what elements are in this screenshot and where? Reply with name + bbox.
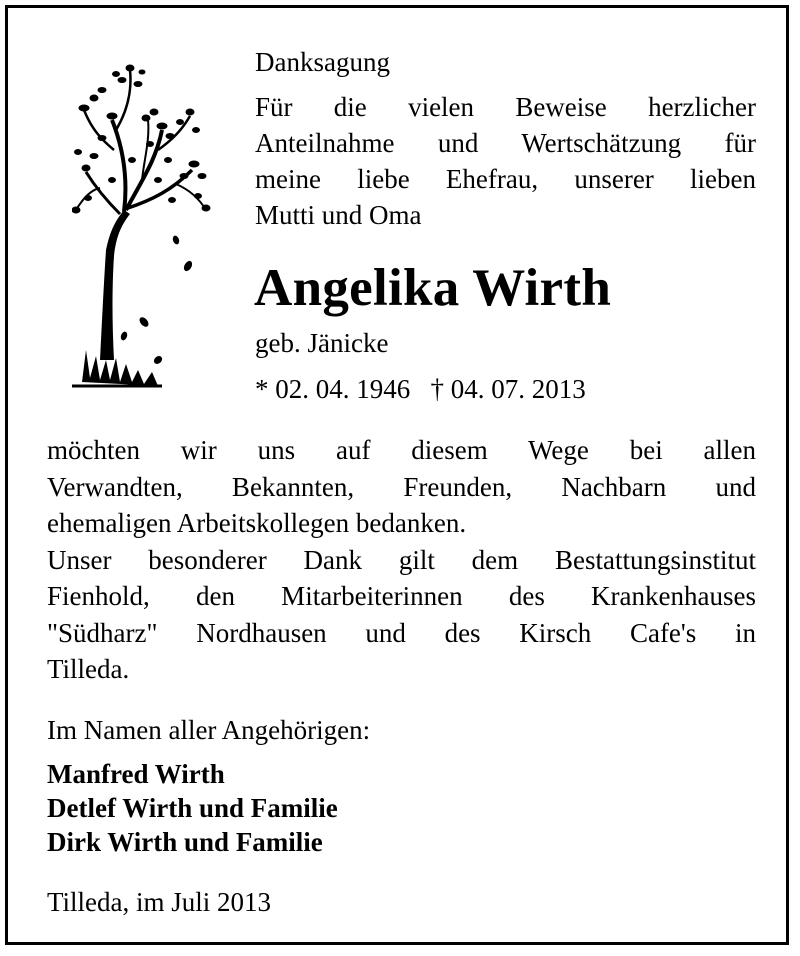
life-dates: * 02. 04. 1946 † 04. 07. 2013 [255, 374, 586, 404]
family-greeting: Im Namen aller Angehörigen: [47, 715, 371, 745]
thanks-line: Fienhold, den Mitarbeiterinnen des Krankenhauses [47, 581, 756, 611]
signer-name: Dirk Wirth und Familie [47, 827, 323, 857]
signer-name: Detlef Wirth und Familie [47, 793, 338, 823]
thanks-line: möchten wir uns auf diesem Wege bei allen [47, 435, 756, 465]
intro-line: meine liebe Ehefrau, unserer lieben [255, 164, 756, 194]
deceased-name: Angelika Wirth [254, 259, 612, 317]
thanks-line: Verwandten, Bekannten, Freunden, Nachbarn und [47, 471, 756, 502]
intro-line: Für die vielen Beweise herzlicher [255, 92, 756, 122]
place-date: Tilleda, im Juli 2013 [47, 887, 272, 917]
thanks-line: Unser besonderer Dank gilt dem Bestattungsinstitut [47, 544, 756, 575]
signer-list [47, 757, 338, 859]
thanks-line: Tilleda. [47, 654, 130, 684]
notice-heading: Danksagung [255, 47, 390, 77]
intro-text [255, 89, 756, 233]
thanks-line: "Südharz" Nordhausen und des Kirsch Cafe's in [47, 617, 756, 648]
thanks-text [47, 432, 756, 688]
intro-line: Mutti und Oma [255, 200, 422, 230]
intro-line: Anteilnahme und Wertschätzung für [255, 128, 756, 158]
thanks-line: ehemaligen Arbeitskollegen bedanken. [47, 508, 467, 538]
signer-name: Manfred Wirth [47, 759, 225, 789]
tree-icon [72, 60, 212, 390]
maiden-name: geb. Jänicke [255, 328, 389, 358]
